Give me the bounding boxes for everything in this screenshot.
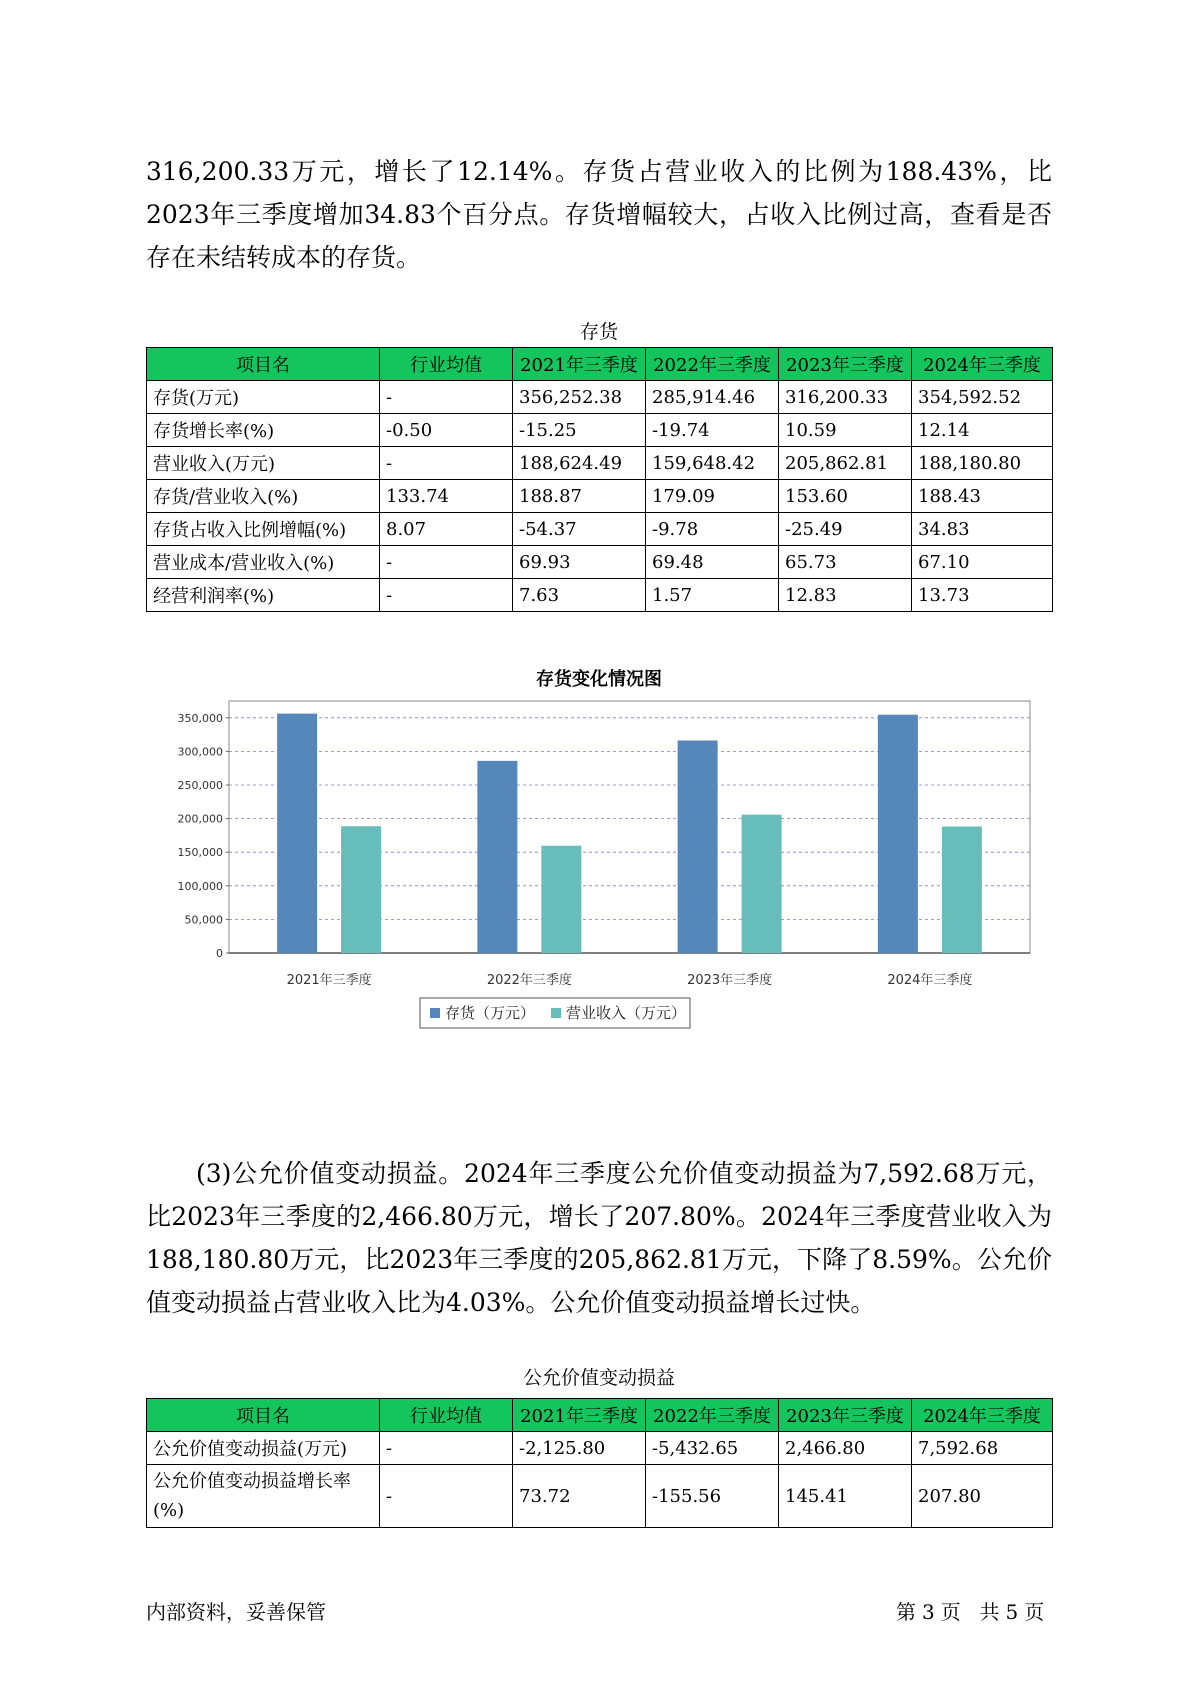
table-header-row xyxy=(147,1399,1053,1432)
table-cell: 13.73 xyxy=(912,579,1053,612)
table-cell: 存货占收入比例增幅(%) xyxy=(147,513,380,546)
footer-page-number xyxy=(893,1596,1047,1625)
current-page: 3 xyxy=(922,1600,935,1624)
legend-label: 存货（万元） xyxy=(445,1004,536,1022)
table-cell: -19.74 xyxy=(646,414,779,447)
table-cell: -155.56 xyxy=(646,1465,779,1528)
y-tick-label: 0 xyxy=(216,947,223,960)
table-cell: 69.48 xyxy=(646,546,779,579)
table-cell: 188,180.80 xyxy=(912,447,1053,480)
table-cell: 存货增长率(%) xyxy=(147,414,380,447)
bar xyxy=(477,761,517,953)
bar xyxy=(942,827,982,953)
table-cell: 12.83 xyxy=(779,579,912,612)
chart-canvas xyxy=(146,660,1052,1125)
bar xyxy=(541,846,581,953)
page-prefix: 第 xyxy=(896,1600,916,1624)
table-cell: 营业收入(万元) xyxy=(147,447,380,480)
table-cell: -15.25 xyxy=(513,414,646,447)
table-cell: 经营利润率(%) xyxy=(147,579,380,612)
column-header: 2022年三季度 xyxy=(646,1399,779,1432)
table-cell: - xyxy=(380,447,513,480)
table-cell: -5,432.65 xyxy=(646,1432,779,1465)
table-cell: 34.83 xyxy=(912,513,1053,546)
legend-swatch xyxy=(430,1008,440,1018)
y-tick-label: 300,000 xyxy=(177,745,223,759)
table-cell: 7.63 xyxy=(513,579,646,612)
column-header: 2023年三季度 xyxy=(779,348,912,381)
total-pages: 5 xyxy=(1005,1600,1019,1624)
column-header: 行业均值 xyxy=(380,1399,513,1432)
y-tick-label: 150,000 xyxy=(177,846,223,860)
y-tick-label: 200,000 xyxy=(177,812,223,826)
column-header: 行业均值 xyxy=(380,348,513,381)
paragraph-inventory-summary: 316,200.33万元，增长了12.14%。存货占营业收入的比例为188.43%，比2023年三季度增加34.83个百分点。存货增幅较大，占收入比例过高，查看是否存在未结转成本的存货。 xyxy=(146,157,1052,272)
table-cell: 12.14 xyxy=(912,414,1053,447)
table-row xyxy=(147,381,1053,414)
table-cell: 营业成本/营业收入(%) xyxy=(147,546,380,579)
table-cell: 316,200.33 xyxy=(779,381,912,414)
table-cell: 7,592.68 xyxy=(912,1432,1053,1465)
column-header: 项目名 xyxy=(147,348,380,381)
table-cell: 354,592.52 xyxy=(912,381,1053,414)
table-cell: -0.50 xyxy=(380,414,513,447)
table-row xyxy=(147,1465,1053,1528)
paragraph-fair-value-summary: (3)公允价值变动损益。2024年三季度公允价值变动损益为7,592.68万元，比2023年三季度的2,466.80万元，增长了207.80%。2024年三季度营业收入为188,180.80万元，比2023年三季度的205,862.81万元，下降了8.59%。公允价值变动损益占营业收入比为4.03%。公允价值变动损益增长过快。 xyxy=(146,1159,1052,1317)
table-cell: -9.78 xyxy=(646,513,779,546)
table-cell: 1.57 xyxy=(646,579,779,612)
table-cell: -2,125.80 xyxy=(513,1432,646,1465)
table-cell: 73.72 xyxy=(513,1465,646,1528)
bar xyxy=(878,715,918,953)
x-tick-label: 2021年三季度 xyxy=(286,973,372,988)
column-header: 2021年三季度 xyxy=(513,1399,646,1432)
table-cell: 10.59 xyxy=(779,414,912,447)
table-cell: 188.43 xyxy=(912,480,1053,513)
x-tick-label: 2024年三季度 xyxy=(887,973,973,988)
x-tick-label: 2022年三季度 xyxy=(486,973,572,988)
table-cell: - xyxy=(380,579,513,612)
table-cell: 356,252.38 xyxy=(513,381,646,414)
column-header: 项目名 xyxy=(147,1399,380,1432)
table-row xyxy=(147,1432,1053,1465)
table-cell: - xyxy=(380,1432,513,1465)
table-cell: 公允价值变动损益增长率(%) xyxy=(147,1465,380,1528)
table-row xyxy=(147,414,1053,447)
table-cell: - xyxy=(380,1465,513,1528)
table-cell: 153.60 xyxy=(779,480,912,513)
table-row xyxy=(147,546,1053,579)
table-cell: 67.10 xyxy=(912,546,1053,579)
table-row xyxy=(147,447,1053,480)
bar xyxy=(341,826,381,953)
inventory-chart xyxy=(146,660,1052,1125)
table-cell: - xyxy=(380,546,513,579)
table-row xyxy=(147,579,1053,612)
y-tick-label: 50,000 xyxy=(184,913,223,927)
fair-value-table-title: 公允价值变动损益 xyxy=(522,1367,675,1389)
total-prefix: 共 xyxy=(979,1600,1000,1624)
table-cell: 存货(万元) xyxy=(147,381,380,414)
table-cell: 159,648.42 xyxy=(646,447,779,480)
table-cell: 公允价值变动损益(万元) xyxy=(147,1432,380,1465)
footer-confidential-note: 内部资料，妥善保管 xyxy=(146,1600,326,1624)
chart-title: 存货变化情况图 xyxy=(536,669,662,690)
table-row xyxy=(147,513,1053,546)
table-cell: -54.37 xyxy=(513,513,646,546)
table-cell: 65.73 xyxy=(779,546,912,579)
column-header: 2022年三季度 xyxy=(646,348,779,381)
table-cell: 188,624.49 xyxy=(513,447,646,480)
y-tick-label: 250,000 xyxy=(177,779,223,792)
table-cell: 145.41 xyxy=(779,1465,912,1528)
table-cell: 133.74 xyxy=(380,480,513,513)
table-cell: - xyxy=(380,381,513,414)
fair-value-table xyxy=(146,1398,1053,1528)
column-header: 2023年三季度 xyxy=(779,1399,912,1432)
column-header: 2024年三季度 xyxy=(912,1399,1053,1432)
bar xyxy=(678,741,718,953)
table-cell: 2,466.80 xyxy=(779,1432,912,1465)
table-cell: -25.49 xyxy=(779,513,912,546)
bar xyxy=(742,815,782,953)
legend-label: 营业收入（万元） xyxy=(566,1004,687,1022)
y-tick-label: 100,000 xyxy=(177,879,223,893)
legend-swatch xyxy=(551,1008,561,1018)
y-tick-label: 350,000 xyxy=(177,711,223,725)
table-cell: 8.07 xyxy=(380,513,513,546)
column-header: 2024年三季度 xyxy=(912,348,1053,381)
inventory-table-title: 存货 xyxy=(579,321,618,343)
table-cell: 69.93 xyxy=(513,546,646,579)
table-header-row xyxy=(147,348,1053,381)
table-row xyxy=(147,480,1053,513)
x-tick-label: 2023年三季度 xyxy=(687,973,773,988)
inventory-table xyxy=(146,347,1053,612)
bar xyxy=(277,714,317,953)
table-cell: 207.80 xyxy=(912,1465,1053,1528)
total-suffix: 页 xyxy=(1024,1600,1045,1624)
page-suffix: 页 xyxy=(940,1600,961,1624)
table-cell: 188.87 xyxy=(513,480,646,513)
column-header: 2021年三季度 xyxy=(513,348,646,381)
table-cell: 205,862.81 xyxy=(779,447,912,480)
table-cell: 存货/营业收入(%) xyxy=(147,480,380,513)
table-cell: 179.09 xyxy=(646,480,779,513)
table-cell: 285,914.46 xyxy=(646,381,779,414)
